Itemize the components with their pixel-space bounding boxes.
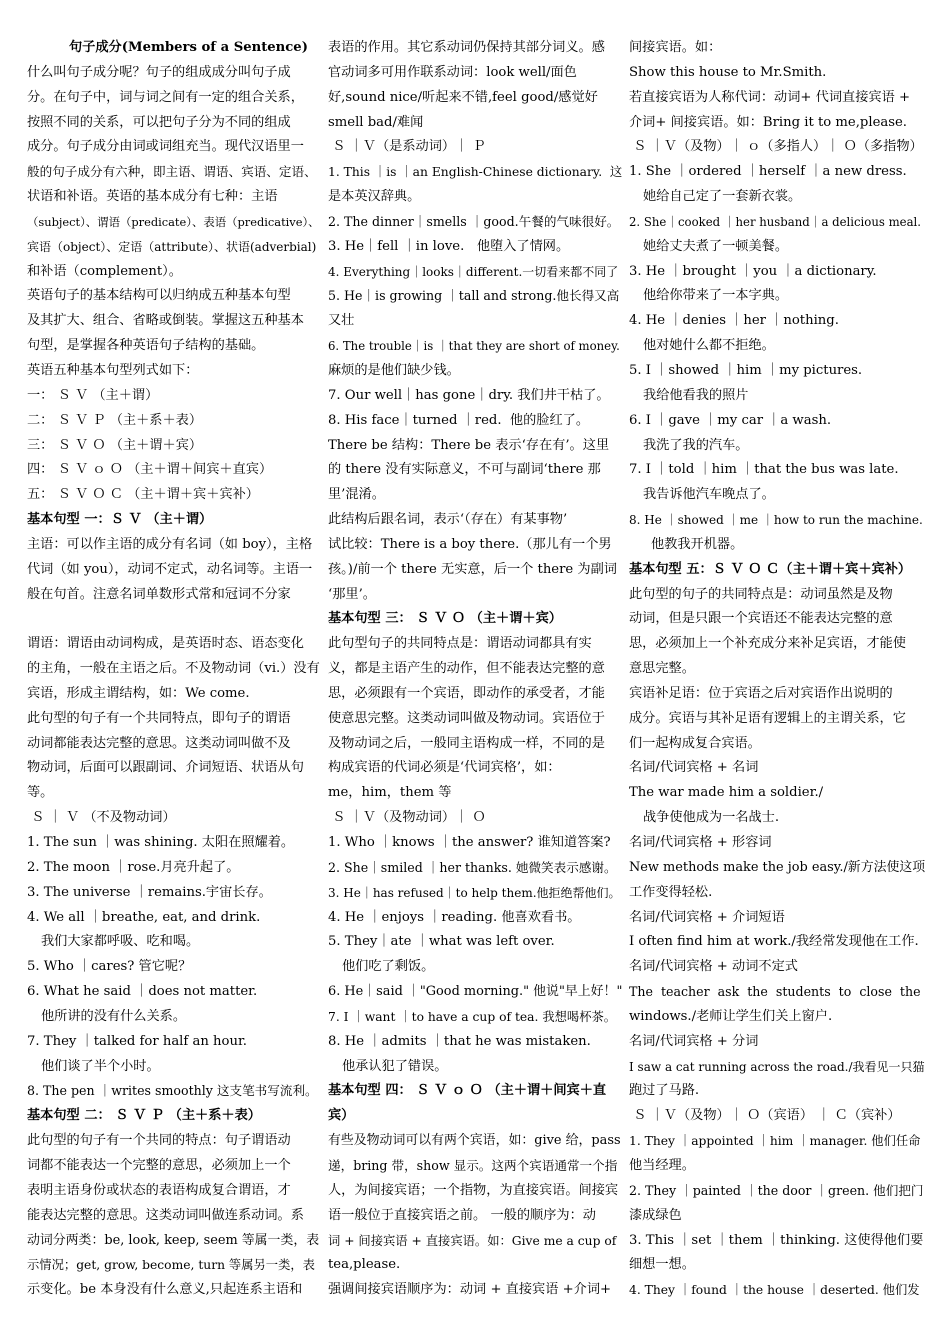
section-heading: 宾） bbox=[328, 1108, 355, 1124]
text-line: 宾语，形成主谓结构，如：We come. bbox=[27, 685, 250, 701]
text-line: 动词分两类：be, look, keep, seem 等属一类，表 bbox=[27, 1232, 320, 1248]
text-line: 里’混淆。 bbox=[328, 487, 385, 503]
text-line: 5. I ｜showed ｜him ｜my pictures. bbox=[629, 362, 863, 378]
text-line: 1. Who ｜knows ｜the answer? 谁知道答案? bbox=[328, 835, 611, 850]
text-line: 他所讲的没有什么关系。 bbox=[41, 1008, 187, 1024]
text-line: 有些及物动词可以有两个宾语，如：give 给，pass bbox=[328, 1133, 621, 1149]
text-line: 孩。)/前一个 there 无实意，后一个 there 为副词 bbox=[328, 561, 617, 577]
text-line: 此结构后跟名词，表示‘（存在）有某事物’ bbox=[328, 512, 568, 528]
text-line: 是本英汉辞典。 bbox=[328, 189, 421, 205]
text-line: 1. They ｜appointed ｜him ｜manager. 他们任命 bbox=[629, 1134, 921, 1149]
text-line: 什么叫句子成分呢？句子的组成成分叫句子成 bbox=[27, 64, 291, 80]
section-heading: 基本句型 二： Ｓ Ｖ Ｐ （主＋系＋表） bbox=[27, 1108, 261, 1124]
text-line: 3. He ｜brought ｜you ｜a dictionary. bbox=[629, 263, 877, 279]
text-line: 漆成绿色 bbox=[629, 1207, 682, 1223]
text-line: 6. I ｜gave ｜my car ｜a wash. bbox=[629, 412, 832, 428]
text-line: 成分。句子成分由词或词组充当。现代汉语里一 bbox=[27, 139, 304, 155]
text-line: 物动词，后面可以跟副词、介词短语、状语从句 bbox=[27, 760, 304, 776]
text-line: 此句型的句子有一个共同的特点：句子谓语动 bbox=[27, 1133, 291, 1149]
text-line: 他们谈了半个小时。 bbox=[41, 1058, 160, 1074]
text-line: 2. She｜cooked ｜her husband｜a delicious meal. bbox=[629, 214, 921, 229]
text-line: 他教我开机器。 bbox=[651, 536, 744, 552]
text-line: 2. They ｜painted ｜the door ｜green. 他们把门 bbox=[629, 1182, 924, 1198]
text-line: 我洗了我的汽车。 bbox=[643, 437, 749, 453]
text-line: 名词/代词宾格 + 形容词 bbox=[629, 835, 772, 850]
text-line: 按照不同的关系，可以把句子分为不同的组成 bbox=[27, 114, 291, 130]
text-line: 示情况；get, grow, become, turn 等属另一类，表 bbox=[27, 1258, 315, 1273]
text-line: 1. This ｜is ｜an English-Chinese dictionary. 这 bbox=[328, 165, 622, 180]
text-line: 5. They｜ate ｜what was left over. bbox=[328, 934, 555, 950]
text-line: 英语五种基本句型列式如下： bbox=[27, 362, 199, 378]
text-line: 此句型的句子的共同特点是：动词虽然是及物 bbox=[629, 586, 893, 602]
text-line: 宾语补足语：位于宾语之后对宾语作出说明的 bbox=[629, 685, 893, 701]
text-line: 工作变得轻松. bbox=[629, 884, 713, 900]
text-line: 名词/代词宾格 + 动词不定式 bbox=[629, 959, 798, 975]
text-line: 示变化。be 本身没有什么意义,只起连系主语和 bbox=[27, 1282, 303, 1298]
text-line: There be 结构：There be 表示‘存在有’。这里 bbox=[328, 437, 610, 453]
text-line: 试比较：There is a boy there.（那儿有一个男 bbox=[328, 536, 612, 552]
text-line: 状语和补语。英语的基本成分有七种：主语 bbox=[27, 189, 278, 205]
text-line: 般的句子成分有六种，即主语、谓语、宾语、定语、 bbox=[27, 164, 317, 180]
text-line: 此句型句子的共同特点是：谓语动词都具有实 bbox=[328, 636, 592, 652]
text-line: 般在句首。注意名词单数形式常和冠词不分家 bbox=[27, 586, 291, 602]
text-line: 一： Ｓ Ｖ （主＋谓） bbox=[27, 387, 159, 403]
text-line: 意思完整。 bbox=[629, 661, 695, 677]
text-line: 四： Ｓ Ｖ ｏ Ｏ （主＋谓＋间宾＋直宾） bbox=[27, 462, 273, 478]
text-line: 及其扩大、组合、省略或倒装。掌握这五种基本 bbox=[27, 313, 304, 329]
text-line: 名词/代词宾格 + 分词 bbox=[629, 1033, 759, 1049]
text-line: Ｓ ｜Ｖ（及物）｜ Ｏ（宾语） ｜ Ｃ（宾补） bbox=[629, 1108, 901, 1124]
text-line: 思，必须跟有一个宾语，即动作的承受者，才能 bbox=[328, 685, 605, 701]
text-line: Ｓ ｜Ｖ（及物）｜ ｏ（多指人）｜ Ｏ（多指物） bbox=[629, 139, 923, 155]
text-line: 们一起构成复合宾语。 bbox=[629, 735, 761, 751]
text-line: 强调间接宾语顺序为：动词 + 直接宾语 +介词+ bbox=[328, 1282, 612, 1298]
text-line: 思，必须加上一个补充成分来补足宾语，才能使 bbox=[629, 636, 906, 652]
text-line: 词都不能表达一个完整的意思，必须加上一个 bbox=[27, 1157, 291, 1173]
text-line: 及物动词之后，一般同主语构成一样，不同的是 bbox=[328, 735, 605, 751]
text-line: 4. They ｜found ｜the house ｜deserted. 他们发 bbox=[629, 1283, 920, 1298]
text-line: I saw a cat running across the road./我看见一只猫 bbox=[629, 1059, 925, 1074]
text-line: Ｓ ｜ Ｖ （不及物动词） bbox=[27, 810, 176, 826]
text-line: New methods make the job easy./新方法使这项 bbox=[629, 859, 925, 875]
text-line: 他给你带来了一本字典。 bbox=[643, 288, 789, 304]
text-line: 我给他看我的照片 bbox=[643, 387, 749, 403]
text-line: 5. He｜is growing ｜tall and strong.他长得又高 bbox=[328, 288, 620, 304]
text-line: 宾语（object）、定语（attribute）、状语(adverbial) bbox=[27, 239, 317, 254]
text-line: 我告诉他汽车晚点了。 bbox=[643, 487, 775, 503]
text-line: 的主角，一般在主语之后。不及物动词（vi.）没有 bbox=[27, 661, 320, 677]
text-line: 我们大家都呼吸、吃和喝。 bbox=[41, 934, 200, 950]
text-line: 能表达完整的意思。这类动词叫做连系动词。系 bbox=[27, 1207, 304, 1223]
document-title: 句子成分(Members of a Sentence) bbox=[69, 40, 308, 55]
text-line: 7. They ｜talked for half an hour. bbox=[27, 1033, 247, 1049]
text-line: 她给丈夫煮了一顿美餐。 bbox=[643, 238, 789, 254]
text-line: 7. I ｜want ｜to have a cup of tea. 我想喝杯茶。 bbox=[328, 1009, 617, 1024]
text-line: 2. The dinner｜smells ｜good.午餐的气味很好。 bbox=[328, 213, 620, 229]
text-line: 义，都是主语产生的动作，但不能表达完整的意 bbox=[328, 661, 605, 677]
text-line: 此句型的句子有一个共同特点，即句子的谓语 bbox=[27, 710, 291, 726]
text-line: 8. He ｜showed ｜me ｜how to run the machine. bbox=[629, 513, 923, 528]
text-line: 4. Everything｜looks｜different.一切看来都不同了 bbox=[328, 264, 619, 279]
text-line: 分。在句子中，词与词之间有一定的组合关系， bbox=[27, 89, 304, 105]
text-line: 5. Who ｜cares? 管它呢？ bbox=[27, 959, 192, 975]
text-line: 1. She ｜ordered ｜herself ｜a new dress. bbox=[629, 164, 907, 180]
text-line: ‘那里’。 bbox=[328, 586, 376, 602]
text-line: 细想一想。 bbox=[629, 1257, 695, 1273]
text-line: 他对她什么都不拒绝。 bbox=[643, 338, 775, 354]
text-line: 4. He ｜denies ｜her ｜nothing. bbox=[629, 313, 839, 329]
text-line: 7. Our well｜has gone｜dry. 我们井干枯了。 bbox=[328, 387, 610, 403]
text-line: 麻烦的是他们缺少钱。 bbox=[328, 362, 460, 378]
text-line: me，him，them 等 bbox=[328, 785, 452, 801]
text-line: 和补语（complement）。 bbox=[27, 263, 182, 279]
text-line: 词 + 间接宾语 + 直接宾语。如：Give me a cup of bbox=[328, 1233, 617, 1248]
text-line: 8. He ｜admits ｜that he was mistaken. bbox=[328, 1033, 591, 1049]
text-line bbox=[27, 607, 320, 632]
text-line: （subject）、谓语（predicate）、表语（predicative）、 bbox=[27, 214, 320, 229]
text-line: 4. We all ｜breathe, eat, and drink. bbox=[27, 909, 261, 925]
column-middle bbox=[328, 36, 622, 1336]
text-line: 他当经理。 bbox=[629, 1157, 695, 1173]
column-left bbox=[27, 36, 320, 1336]
text-line: 7. I ｜told ｜him ｜that the bus was late. bbox=[629, 462, 899, 478]
text-line: 8. His face｜turned ｜red. 他的脸红了。 bbox=[328, 412, 590, 428]
text-line: 又壮 bbox=[328, 313, 355, 329]
text-line: 6. The trouble｜is ｜that they are short of money. bbox=[328, 339, 620, 354]
text-line: windows./老师让学生们关上窗户. bbox=[629, 1008, 833, 1024]
text-line: smell bad/难闻 bbox=[328, 114, 424, 130]
text-line: 3. This ｜set ｜them ｜thinking. 这使得他们要 bbox=[629, 1232, 924, 1248]
text-line: 三： Ｓ Ｖ Ｏ （主＋谓＋宾） bbox=[27, 437, 203, 453]
text-line: 1. The sun ｜was shining. 太阳在照耀着。 bbox=[27, 835, 295, 850]
text-line: 表语的作用。其它系动词仍保持其部分词义。感 bbox=[328, 40, 605, 55]
text-line: tea,please. bbox=[328, 1257, 401, 1273]
text-line: 语一般位于直接宾语之前。 一般的顺序为：动 bbox=[328, 1207, 596, 1223]
section-heading: 基本句型 五：Ｓ Ｖ Ｏ Ｃ（主＋谓＋宾＋宾补） bbox=[629, 561, 912, 577]
text-line: Ｓ ｜Ｖ（是系动词）｜ Ｐ bbox=[328, 139, 486, 155]
text-line: 成分。宾语与其补足语有逻辑上的主谓关系，它 bbox=[629, 710, 906, 726]
text-line: 若直接宾语为人称代词：动词+ 代词直接宾语 + bbox=[629, 89, 911, 105]
text-line: 动词，但是只跟一个宾语还不能表达完整的意 bbox=[629, 611, 893, 627]
section-heading: 基本句型 四： Ｓ Ｖ ｏ Ｏ （主＋谓＋间宾＋直 bbox=[328, 1083, 607, 1099]
text-line: 3. The universe ｜remains.宇宙长存。 bbox=[27, 884, 272, 900]
text-line: 战争使他成为一名战士. bbox=[643, 810, 780, 826]
text-line: 的 there 没有实际意义，不可与副词‘there 那 bbox=[328, 462, 601, 478]
text-line: 好,sound nice/听起来不错,feel good/感觉好 bbox=[328, 89, 598, 105]
text-line: 他们吃了剩饭。 bbox=[342, 959, 435, 975]
section-heading: 基本句型 三： Ｓ Ｖ Ｏ （主＋谓＋宾） bbox=[328, 611, 562, 627]
section-heading: 基本句型 一：Ｓ Ｖ （主＋谓） bbox=[27, 512, 213, 528]
text-line: 8. The pen ｜writes smoothly 这支笔书写流利。 bbox=[27, 1083, 318, 1099]
text-line: 人，为间接宾语；一个指物，为直接宾语。间接宾 bbox=[328, 1182, 619, 1198]
text-line: 2. She｜smiled ｜her thanks. 她微笑表示感谢。 bbox=[328, 859, 617, 875]
text-line: 谓语：谓语由动词构成，是英语时态、语态变化 bbox=[27, 636, 304, 652]
text-line: 等。 bbox=[27, 785, 54, 801]
text-line: 英语句子的基本结构可以归纳成五种基本句型 bbox=[27, 288, 291, 304]
text-line: 表明主语身份或状态的表语构成复合谓语，才 bbox=[27, 1182, 291, 1198]
text-line: 动词都能表达完整的意思。这类动词叫做不及 bbox=[27, 735, 291, 751]
text-line: 主语：可以作主语的成分有名词（如 boy），主格 bbox=[27, 536, 313, 552]
text-line: The teacher ask the students to close the bbox=[629, 984, 921, 1000]
text-line: 3. He｜has refused｜to help them.他拒绝帮他们。 bbox=[328, 885, 621, 900]
text-line: I often find him at work./我经常发现他在工作. bbox=[629, 934, 919, 950]
text-line: 官动词多可用作联系动词：look well/面色 bbox=[328, 64, 577, 80]
text-line: 二： Ｓ Ｖ Ｐ （主＋系＋表） bbox=[27, 412, 203, 428]
text-line: 4. He ｜enjoys ｜reading. 他喜欢看书。 bbox=[328, 909, 581, 925]
text-line: 她给自己定了一套新衣裳。 bbox=[643, 189, 802, 205]
text-line: 五： Ｓ Ｖ Ｏ Ｃ （主＋谓＋宾＋宾补） bbox=[27, 487, 259, 503]
text-line: 代词（如 you），动词不定式，动名词等。主语一 bbox=[27, 561, 313, 577]
text-line: 递，bring 带，show 显示。这两个宾语通常一个指 bbox=[328, 1157, 618, 1173]
text-line: 使意思完整。这类动词叫做及物动词。宾语位于 bbox=[328, 710, 605, 726]
text-line: 构成宾语的代词必须是‘代词宾格’，如： bbox=[328, 760, 561, 776]
text-line: Show this house to Mr.Smith. bbox=[629, 64, 827, 80]
text-line: 他承认犯了错误。 bbox=[342, 1058, 448, 1074]
text-line: 介词+ 间接宾语。如：Bring it to me,please. bbox=[629, 114, 907, 130]
text-line: 名词/代词宾格 + 名词 bbox=[629, 760, 759, 776]
text-line: 间接宾语。如： bbox=[629, 40, 722, 55]
text-line: 名词/代词宾格 + 介词短语 bbox=[629, 909, 785, 925]
text-line: 2. The moon ｜rose.月亮升起了。 bbox=[27, 859, 240, 875]
text-line: 6. He｜said ｜"Good morning." 他说"早上好！" bbox=[328, 984, 622, 1000]
column-right bbox=[629, 36, 925, 1336]
text-line: 6. What he said ｜does not matter. bbox=[27, 984, 258, 1000]
text-line: 句型，是掌握各种英语句子结构的基础。 bbox=[27, 338, 265, 354]
text-line: 3. He｜fell ｜in love. 他堕入了情网。 bbox=[328, 238, 570, 254]
text-line: 跑过了马路. bbox=[629, 1083, 700, 1099]
text-line: Ｓ ｜Ｖ（及物动词）｜ Ｏ bbox=[328, 810, 486, 826]
text-line: The war made him a soldier./ bbox=[629, 785, 824, 801]
